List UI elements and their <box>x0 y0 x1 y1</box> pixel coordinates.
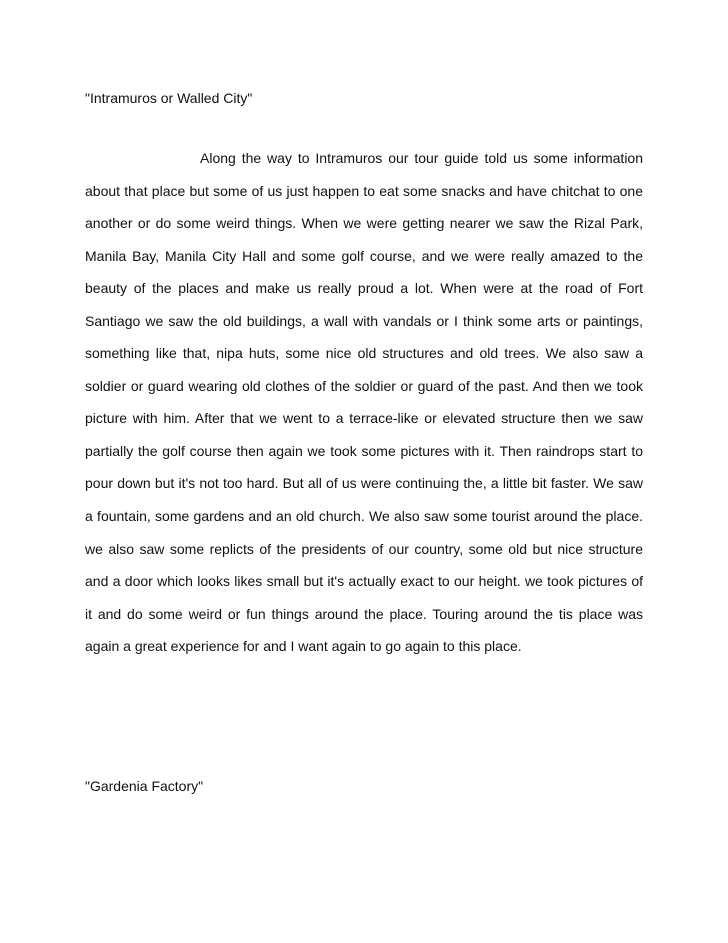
paragraph-line: a fountain, some gardens and an old church. We also saw some tourist around the place. <box>85 508 643 525</box>
section-heading-intramuros: "Intramuros or Walled City" <box>85 90 253 106</box>
paragraph-line: pour down but it's not too hard. But all of us were continuing the, a little bit faster. We saw <box>85 475 643 492</box>
paragraph-line: we also saw some replicts of the presidents of our country, some old but nice structure <box>85 540 643 557</box>
paragraph-line: another or do some weird things. When we were getting nearer we saw the Rizal Park, <box>85 215 643 232</box>
paragraph-line: about that place but some of us just happen to eat some snacks and have chitchat to one <box>85 182 643 199</box>
paragraph-line: again a great experience for and I want again to go again to this place. <box>85 638 522 655</box>
paragraph-line: Along the way to Intramuros our tour guide told us some information <box>200 150 643 166</box>
paragraph-line: and a door which looks likes small but it's actually exact to our height. we took pictures of <box>85 573 643 590</box>
paragraph-line: soldier or guard wearing old clothes of the soldier or guard of the past. And then we took <box>85 377 643 394</box>
paragraph-line: beauty of the places and make us really proud a lot. When were at the road of Fort <box>85 280 643 297</box>
paragraph-line: Santiago we saw the old buildings, a wall with vandals or I think some arts or paintings, <box>85 312 643 329</box>
paragraph-line: picture with him. After that we went to a terrace-like or elevated structure then we saw <box>85 410 643 427</box>
paragraph-line: Manila Bay, Manila City Hall and some golf course, and we were really amazed to the <box>85 247 643 264</box>
paragraph-line: something like that, nipa huts, some nice old structures and old trees. We also saw a <box>85 345 643 362</box>
section-heading-gardenia: "Gardenia Factory" <box>85 778 204 794</box>
paragraph-line: partially the golf course then again we took some pictures with it. Then raindrops start to <box>85 442 643 459</box>
essay-paragraph <box>85 148 643 669</box>
paragraph-line: it and do some weird or fun things around the place. Touring around the tis place was <box>85 605 643 622</box>
